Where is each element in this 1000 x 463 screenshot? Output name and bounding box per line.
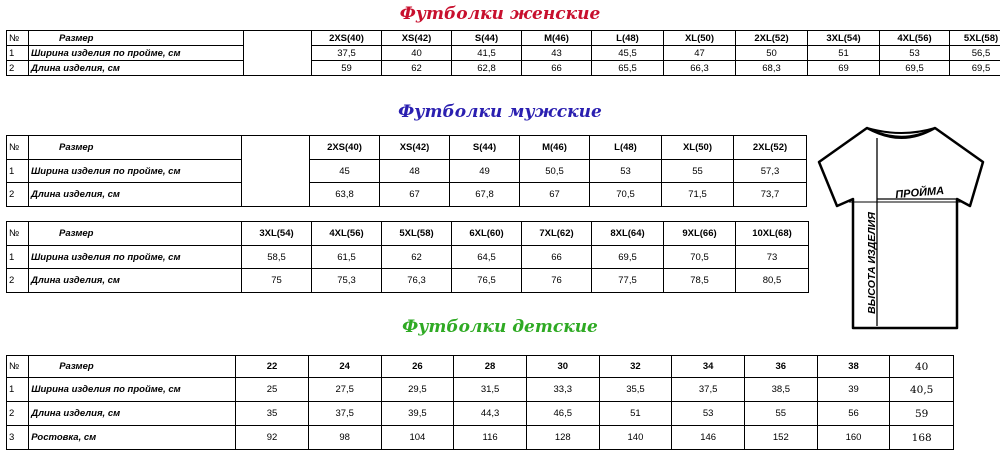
size-header: 4XL(56) (312, 222, 382, 246)
table-cell: 67 (380, 183, 450, 207)
size-header: 6XL(60) (452, 222, 522, 246)
table-cell: 37,5 (308, 402, 381, 426)
header-size-label: Размер (29, 222, 242, 246)
table-header-row (7, 31, 1000, 46)
table-cell: 58,5 (242, 246, 312, 269)
table-cell: 168 (890, 426, 954, 450)
men-size-table-part1 (6, 135, 807, 207)
table-cell: 73,7 (734, 183, 807, 207)
table-cell: 128 (526, 426, 599, 450)
table-cell: 98 (308, 426, 381, 450)
row-number: 3 (7, 426, 29, 450)
table-cell: 55 (744, 402, 817, 426)
kids-size-table (6, 355, 954, 450)
table-cell: 160 (817, 426, 890, 450)
size-header: 2XL(52) (734, 136, 807, 160)
table-cell: 25 (236, 378, 309, 402)
table-cell: 40,5 (890, 378, 954, 402)
size-header: 24 (308, 356, 381, 378)
table-cell: 33,3 (526, 378, 599, 402)
men-section-title: Футболки мужские (398, 102, 602, 122)
row-label: Длина изделия, см (29, 269, 242, 293)
table-cell: 50 (736, 46, 808, 61)
header-size-label: Размер (29, 356, 236, 378)
header-size-label: Размер (29, 136, 242, 160)
size-header: XS(42) (380, 136, 450, 160)
size-header: 36 (744, 356, 817, 378)
tshirt-measurement-diagram (815, 118, 990, 330)
women-size-table (6, 30, 1000, 76)
table-cell: 152 (744, 426, 817, 450)
table-cell: 55 (662, 160, 734, 183)
width-label: ПРОЙМА (894, 184, 945, 202)
row-label: Ширина изделия по пройме, см (29, 246, 242, 269)
size-header: 4XL(56) (880, 31, 950, 46)
table-row (7, 402, 954, 426)
table-cell: 35 (236, 402, 309, 426)
size-header: L(48) (592, 31, 664, 46)
size-header: S(44) (450, 136, 520, 160)
table-cell: 76,3 (382, 269, 452, 293)
row-label: Длина изделия, см (29, 183, 242, 207)
table-row (7, 426, 954, 450)
table-cell: 46,5 (526, 402, 599, 426)
table-cell: 49 (450, 160, 520, 183)
table-cell: 53 (672, 402, 745, 426)
table-cell: 71,5 (662, 183, 734, 207)
table-cell: 51 (808, 46, 880, 61)
table-row (7, 269, 809, 293)
table-cell: 65,5 (592, 61, 664, 76)
table-row (7, 46, 1000, 61)
size-header: L(48) (590, 136, 662, 160)
table-header-row (7, 356, 954, 378)
table-cell: 35,5 (599, 378, 672, 402)
row-label: Ширина изделия по пройме, см (29, 378, 236, 402)
row-number: 2 (7, 183, 29, 207)
size-header: XS(42) (382, 31, 452, 46)
table-cell: 73 (736, 246, 809, 269)
row-label: Ширина изделия по пройме, см (29, 46, 244, 61)
size-header: XL(50) (664, 31, 736, 46)
row-number: 1 (7, 46, 29, 61)
table-cell: 76,5 (452, 269, 522, 293)
table-cell: 67,8 (450, 183, 520, 207)
table-cell: 62 (382, 246, 452, 269)
size-header: 7XL(62) (522, 222, 592, 246)
row-number: 2 (7, 61, 29, 76)
size-header: 28 (454, 356, 527, 378)
row-number: 2 (7, 402, 29, 426)
table-cell: 56,5 (950, 46, 1000, 61)
table-cell: 92 (236, 426, 309, 450)
table-cell: 50,5 (520, 160, 590, 183)
row-number: 1 (7, 378, 29, 402)
row-label: Ростовка, см (29, 426, 236, 450)
table-cell: 45,5 (592, 46, 664, 61)
table-row (7, 61, 1000, 76)
table-cell: 29,5 (381, 378, 454, 402)
table-cell: 76 (522, 269, 592, 293)
table-cell: 45 (310, 160, 380, 183)
table-cell: 41,5 (452, 46, 522, 61)
table-cell: 62,8 (452, 61, 522, 76)
table-cell: 43 (522, 46, 592, 61)
table-cell: 75 (242, 269, 312, 293)
table-header-row (7, 222, 809, 246)
size-header: 38 (817, 356, 890, 378)
table-cell: 67 (520, 183, 590, 207)
women-section-title: Футболки женские (399, 4, 601, 24)
table-row (7, 246, 809, 269)
table-cell: 40 (382, 46, 452, 61)
size-header: 34 (672, 356, 745, 378)
table-cell: 69,5 (592, 246, 664, 269)
kids-section-title: Футболки детские (402, 317, 598, 337)
table-cell: 70,5 (664, 246, 736, 269)
table-cell: 64,5 (452, 246, 522, 269)
size-header: 8XL(64) (592, 222, 664, 246)
row-number: 1 (7, 160, 29, 183)
size-header: 5XL(58) (382, 222, 452, 246)
row-label: Длина изделия, см (29, 61, 244, 76)
table-cell: 44,3 (454, 402, 527, 426)
table-cell: 47 (664, 46, 736, 61)
size-header: 5XL(58) (950, 31, 1000, 46)
table-cell: 37,5 (312, 46, 382, 61)
table-cell: 80,5 (736, 269, 809, 293)
table-cell: 78,5 (664, 269, 736, 293)
header-number: № (7, 356, 29, 378)
table-cell: 37,5 (672, 378, 745, 402)
table-cell: 66 (522, 246, 592, 269)
table-cell: 39 (817, 378, 890, 402)
table-cell: 69,5 (950, 61, 1000, 76)
table-cell: 48 (380, 160, 450, 183)
size-header: 32 (599, 356, 672, 378)
table-cell: 68,3 (736, 61, 808, 76)
header-size-label: Размер (29, 31, 244, 46)
header-number: № (7, 136, 29, 160)
size-header: 3XL(54) (808, 31, 880, 46)
header-number: № (7, 31, 29, 46)
row-number: 2 (7, 269, 29, 293)
table-cell: 116 (454, 426, 527, 450)
table-cell: 75,3 (312, 269, 382, 293)
row-label: Длина изделия, см (29, 402, 236, 426)
table-cell: 53 (590, 160, 662, 183)
table-cell: 140 (599, 426, 672, 450)
size-header: S(44) (452, 31, 522, 46)
size-header: 40 (890, 356, 954, 378)
size-header: 30 (526, 356, 599, 378)
table-cell: 56 (817, 402, 890, 426)
table-cell: 61,5 (312, 246, 382, 269)
table-cell: 59 (890, 402, 954, 426)
men-size-table-part2 (6, 221, 809, 293)
table-row (7, 378, 954, 402)
table-cell: 69 (808, 61, 880, 76)
size-header: M(46) (522, 31, 592, 46)
table-cell: 27,5 (308, 378, 381, 402)
table-cell: 57,3 (734, 160, 807, 183)
table-row (7, 160, 807, 183)
table-cell: 38,5 (744, 378, 817, 402)
table-cell: 53 (880, 46, 950, 61)
table-cell: 66,3 (664, 61, 736, 76)
table-cell: 66 (522, 61, 592, 76)
table-row (7, 183, 807, 207)
table-cell: 104 (381, 426, 454, 450)
table-cell: 63,8 (310, 183, 380, 207)
size-header: XL(50) (662, 136, 734, 160)
size-header: 3XL(54) (242, 222, 312, 246)
row-number: 1 (7, 246, 29, 269)
tshirt-outline (819, 128, 983, 328)
size-header: 26 (381, 356, 454, 378)
row-label: Ширина изделия по пройме, см (29, 160, 242, 183)
table-cell: 146 (672, 426, 745, 450)
table-cell: 69,5 (880, 61, 950, 76)
size-header: 10XL(68) (736, 222, 809, 246)
size-header: 2XS(40) (310, 136, 380, 160)
table-cell: 39,5 (381, 402, 454, 426)
size-header: 2XL(52) (736, 31, 808, 46)
size-header: M(46) (520, 136, 590, 160)
table-cell: 51 (599, 402, 672, 426)
size-header: 22 (236, 356, 309, 378)
height-label: ВЫСОТА ИЗДЕЛИЯ (866, 212, 878, 314)
table-cell: 62 (382, 61, 452, 76)
table-header-row (7, 136, 807, 160)
table-cell: 31,5 (454, 378, 527, 402)
size-header: 9XL(66) (664, 222, 736, 246)
header-number: № (7, 222, 29, 246)
table-cell: 70,5 (590, 183, 662, 207)
table-cell: 59 (312, 61, 382, 76)
table-cell: 77,5 (592, 269, 664, 293)
size-header: 2XS(40) (312, 31, 382, 46)
